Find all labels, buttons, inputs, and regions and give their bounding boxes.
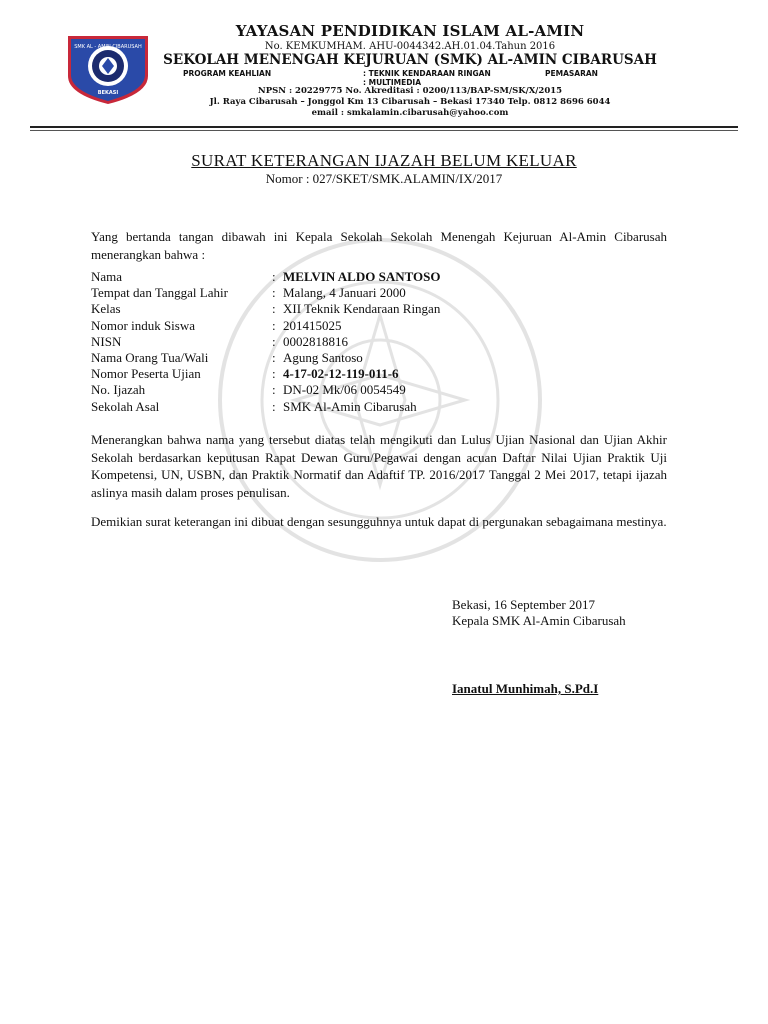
detail-separator: :	[272, 398, 276, 414]
detail-value: XII Teknik Kendaraan Ringan	[283, 301, 441, 317]
signatory-name: Ianatul Munhimah, S.Pd.I	[452, 681, 599, 696]
detail-separator: :	[272, 269, 276, 284]
detail-value: 4-17-02-12-119-011-6	[283, 366, 399, 382]
signature-place-date: Bekasi, 16 September 2017	[452, 597, 595, 612]
detail-value: Agung Santoso	[283, 349, 363, 365]
detail-separator: :	[272, 382, 276, 398]
detail-separator: :	[272, 285, 276, 301]
school-email: email : smkalamin.cibarusah@yahoo.com	[311, 108, 509, 118]
detail-label: Nama	[91, 269, 123, 284]
logo-text-top: SMK AL - AMIN CIBARUSAH	[74, 44, 142, 50]
detail-separator: :	[272, 366, 276, 382]
detail-label: Sekolah Asal	[91, 398, 160, 414]
detail-separator: :	[272, 317, 276, 333]
detail-label: Nama Orang Tua/Wali	[91, 349, 209, 365]
program-value-3: : MULTIMEDIA	[363, 78, 422, 87]
detail-value: MELVIN ALDO SANTOSO	[283, 269, 441, 284]
program-value-1: : TEKNIK KENDARAAN RINGAN	[363, 69, 491, 78]
statement-paragraph: Menerangkan bahwa nama yang tersebut diatas telah mengikuti dan Lulus Ujian Nasional dan Ujian Akhir Sekolah berdasarkan keputusan Rapat Dewan Guru/Pegawai dengan acuan Daftar Nilai Ujian Praktik Uji Kompetensi, UN, USBN, dan Praktik Normatif dan Adaftif TP. 2016/2017 Tanggal 2 Mei 2017, tetapi ijazah aslinya masih dalam proses penulisan.	[91, 432, 667, 500]
school-logo	[62, 32, 154, 106]
detail-label: Tempat dan Tanggal Lahir	[91, 285, 228, 301]
foundation-name: YAYASAN PENDIDIKAN ISLAM AL-AMIN	[235, 22, 585, 40]
detail-value: DN-02 Mk/06 0054549	[283, 382, 406, 398]
detail-separator: :	[272, 333, 276, 349]
detail-value: SMK Al-Amin Cibarusah	[283, 398, 417, 414]
decree-number: No. KEMKUMHAM. AHU-0044342.AH.01.04.Tahun 2016	[264, 41, 556, 52]
letter-title: SURAT KETERANGAN IJAZAH BELUM KELUAR	[191, 151, 577, 170]
detail-label: NISN	[91, 333, 122, 349]
school-address: Jl. Raya Cibarusah – Jonggol Km 13 Cibarusah – Bekasi 17340 Telp. 0812 8696 6044	[209, 97, 611, 107]
program-label: PROGRAM KEAHLIAN	[183, 69, 272, 78]
detail-value: Malang, 4 Januari 2000	[283, 285, 406, 301]
signature-role: Kepala SMK Al-Amin Cibarusah	[452, 613, 626, 628]
intro-paragraph: Yang bertanda tangan dibawah ini Kepala Sekolah Sekolah Menengah Kejuruan Al-Amin Cibarusah menerangkan bahwa :	[91, 229, 667, 262]
detail-label: Kelas	[91, 301, 121, 317]
detail-label: Nomor Peserta Ujian	[91, 366, 201, 382]
detail-label: Nomor induk Siswa	[91, 317, 195, 333]
npsn-accreditation: NPSN : 20229775 No. Akreditasi : 0200/113/BAP-SM/SK/X/2015	[257, 86, 563, 96]
letter-number: Nomor : 027/SKET/SMK.ALAMIN/IX/2017	[265, 171, 503, 186]
header-rule-thin	[30, 130, 738, 131]
program-value-2: PEMASARAN	[545, 69, 598, 78]
detail-value: 201415025	[283, 317, 342, 333]
detail-separator: :	[272, 349, 276, 365]
school-name: SEKOLAH MENENGAH KEJURUAN (SMK) AL-AMIN CIBARUSAH	[163, 52, 657, 68]
detail-separator: :	[272, 301, 276, 317]
logo-text-bottom: BEKASI	[97, 90, 119, 96]
detail-label: No. Ijazah	[91, 382, 146, 398]
detail-value: 0002818816	[283, 333, 348, 349]
closing-paragraph: Demikian surat keterangan ini dibuat dengan sesungguhnya untuk dapat di pergunakan sebagaimana mestinya.	[91, 514, 667, 529]
header-rule-thick	[30, 126, 738, 128]
